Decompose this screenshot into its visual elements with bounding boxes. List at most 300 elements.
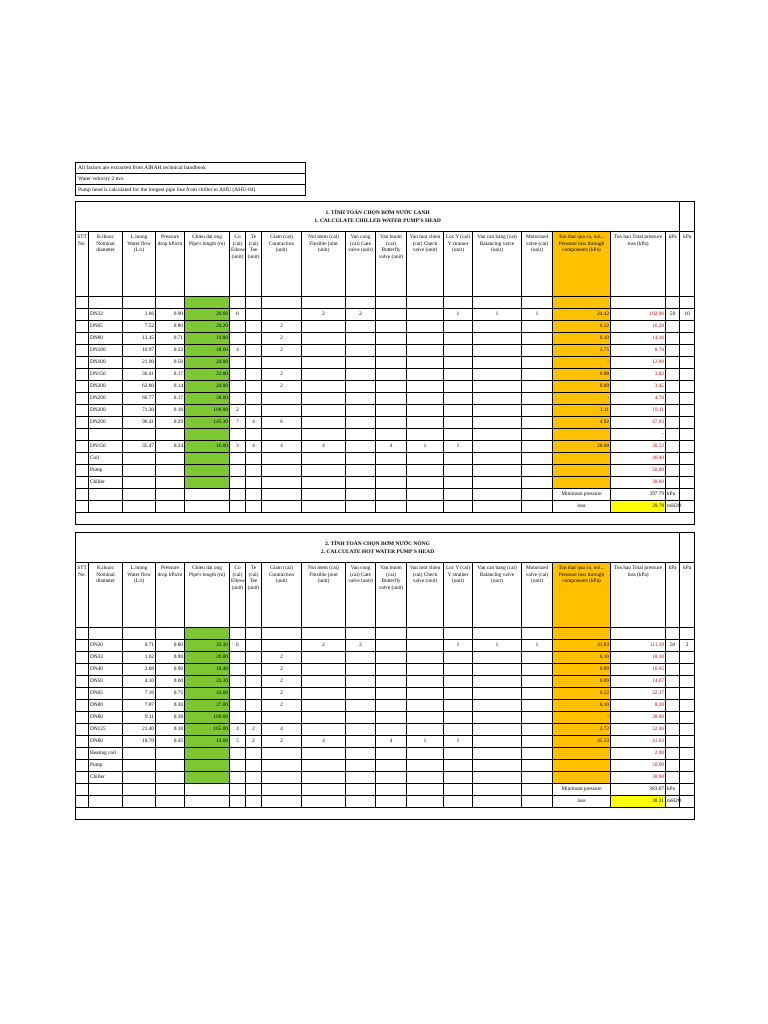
empty-cell bbox=[680, 628, 695, 640]
cell-total: 16.28 bbox=[611, 321, 666, 333]
table-row bbox=[76, 309, 695, 321]
empty-cell bbox=[76, 297, 89, 309]
empty-cell bbox=[444, 628, 473, 640]
empty-cell bbox=[407, 297, 444, 309]
empty-cell bbox=[666, 477, 680, 489]
cell-flexible: 4 bbox=[302, 736, 346, 748]
empty-cell bbox=[156, 628, 185, 640]
empty-cell bbox=[230, 760, 246, 772]
note-line: All factors are extracted from AIRAH technical handbook bbox=[76, 163, 306, 174]
header-total: Ton hao Total pressure loss (kPa) bbox=[611, 232, 666, 297]
chilled-water-table bbox=[75, 201, 695, 525]
empty-cell bbox=[376, 628, 407, 640]
note-line: Water velocity 2 m/s bbox=[76, 174, 306, 185]
cell-total: 19.11 bbox=[611, 405, 666, 417]
empty-cell bbox=[376, 489, 407, 501]
cell-motorized bbox=[522, 712, 553, 724]
empty-cell bbox=[76, 489, 89, 501]
cell-gate bbox=[346, 393, 376, 405]
extra-row bbox=[76, 477, 695, 489]
cell-total: 3.82 bbox=[611, 369, 666, 381]
min-pressure-label: Minimum pressure bbox=[553, 784, 611, 796]
cell-gate bbox=[346, 712, 376, 724]
cell-stt bbox=[76, 345, 89, 357]
cell-components: 35.33 bbox=[553, 736, 611, 748]
empty-cell bbox=[76, 453, 89, 465]
blank-row bbox=[76, 808, 695, 820]
cell-butterfly bbox=[376, 381, 407, 393]
cell-motorized bbox=[522, 664, 553, 676]
cell-motorized bbox=[522, 417, 553, 429]
cell-flow: 1.66 bbox=[123, 309, 156, 321]
cell-butterfly bbox=[376, 429, 407, 441]
empty-cell bbox=[553, 477, 611, 489]
header-gate: Van cong (cai) Gate valve (unit) bbox=[346, 232, 376, 297]
table-row bbox=[76, 676, 695, 688]
cell-motorized bbox=[522, 357, 553, 369]
cell-ystrainer bbox=[444, 405, 473, 417]
section-title-row bbox=[76, 533, 695, 563]
cell-check bbox=[407, 321, 444, 333]
cell-kpa2 bbox=[680, 393, 695, 405]
empty-cell bbox=[376, 465, 407, 477]
empty-cell bbox=[302, 477, 346, 489]
header-total: Ton hao Total pressure loss (kPa) bbox=[611, 563, 666, 628]
empty-cell bbox=[346, 489, 376, 501]
cell-size: DN200 bbox=[89, 417, 123, 429]
min-pressure-row bbox=[76, 489, 695, 501]
empty-cell bbox=[407, 501, 444, 513]
cell-tee bbox=[246, 345, 262, 357]
cell-elbow: 3 bbox=[230, 441, 246, 453]
title-vn: 1. TÍNH TOÁN CHỌN BƠM NƯỚC LẠNH bbox=[325, 209, 430, 216]
cell-contraction bbox=[262, 640, 302, 652]
cell-kpa1 bbox=[666, 700, 680, 712]
cell-balancing bbox=[473, 417, 522, 429]
cell-flow: 13.45 bbox=[123, 333, 156, 345]
cell-size: DN20 bbox=[89, 640, 123, 652]
cell-butterfly bbox=[376, 417, 407, 429]
cell-flexible: 2 bbox=[302, 640, 346, 652]
cell-pdrop: 0.32 bbox=[156, 345, 185, 357]
empty-cell bbox=[680, 477, 695, 489]
header-elbow: Co (cai) Elbow (unit) bbox=[230, 563, 246, 628]
empty-cell bbox=[522, 297, 553, 309]
cell-contraction: 2 bbox=[262, 688, 302, 700]
cell-size: DN150 bbox=[89, 369, 123, 381]
cell-pdrop: 0.30 bbox=[156, 700, 185, 712]
cell-butterfly bbox=[376, 321, 407, 333]
cell-check: 1 bbox=[407, 736, 444, 748]
cell-size: DN32 bbox=[89, 309, 123, 321]
empty-cell bbox=[473, 489, 522, 501]
cell-elbow bbox=[230, 700, 246, 712]
empty-cell bbox=[680, 796, 695, 808]
cell-motorized bbox=[522, 405, 553, 417]
min-pressure-label: loss bbox=[553, 501, 611, 513]
empty-cell bbox=[123, 297, 156, 309]
cell-ystrainer bbox=[444, 712, 473, 724]
cell-flexible bbox=[302, 652, 346, 664]
empty-cell bbox=[522, 772, 553, 784]
cell-tee bbox=[246, 321, 262, 333]
cell-pdrop: 0.29 bbox=[156, 417, 185, 429]
cell-components: 24.42 bbox=[553, 309, 611, 321]
cell-length: 145.30 bbox=[185, 417, 230, 429]
table-row bbox=[76, 333, 695, 345]
cell-stt bbox=[76, 429, 89, 441]
empty-cell bbox=[156, 748, 185, 760]
cell-pdrop: 0.18 bbox=[156, 405, 185, 417]
header-stt: STT No. bbox=[76, 232, 89, 297]
cell-total: 14.07 bbox=[611, 676, 666, 688]
cell-components: 0.10 bbox=[553, 652, 611, 664]
cell-ystrainer bbox=[444, 357, 473, 369]
cell-balancing bbox=[473, 688, 522, 700]
extra-label: Chiller bbox=[89, 477, 123, 489]
cell-flexible bbox=[302, 417, 346, 429]
empty-cell bbox=[262, 453, 302, 465]
empty-cell bbox=[302, 489, 346, 501]
cell-size: DN200 bbox=[89, 405, 123, 417]
empty-cell bbox=[76, 772, 89, 784]
cell-kpa1: 50 bbox=[666, 640, 680, 652]
header-motorized: Motorized valve (cai) (unit) bbox=[522, 232, 553, 297]
section-title bbox=[76, 202, 680, 232]
cell-kpa1 bbox=[666, 652, 680, 664]
empty-cell bbox=[473, 748, 522, 760]
cell-stt bbox=[76, 652, 89, 664]
empty-cell bbox=[407, 748, 444, 760]
empty-cell bbox=[230, 796, 246, 808]
cell-length: 100.00 bbox=[185, 405, 230, 417]
cell-kpa2 bbox=[680, 664, 695, 676]
cell-ystrainer bbox=[444, 688, 473, 700]
empty-cell bbox=[246, 489, 262, 501]
cell-pdrop: 0.75 bbox=[156, 688, 185, 700]
empty-cell bbox=[156, 760, 185, 772]
header-butterfly: Van buom (cai) Butterfly valve (unit) bbox=[376, 232, 407, 297]
empty-cell bbox=[76, 748, 89, 760]
empty-cell bbox=[473, 477, 522, 489]
cell-size bbox=[89, 429, 123, 441]
cell-stt bbox=[76, 736, 89, 748]
cell-kpa1 bbox=[666, 321, 680, 333]
cell-gate bbox=[346, 441, 376, 453]
extra-value: 38.60 bbox=[611, 772, 666, 784]
blank-row bbox=[76, 628, 695, 640]
cell-ystrainer bbox=[444, 381, 473, 393]
cell-components: 4.92 bbox=[553, 417, 611, 429]
cell-flexible bbox=[302, 429, 346, 441]
cell-check bbox=[407, 676, 444, 688]
cell-tee bbox=[246, 652, 262, 664]
cell-motorized bbox=[522, 700, 553, 712]
cell-contraction: 2 bbox=[262, 664, 302, 676]
cell-contraction bbox=[262, 309, 302, 321]
empty-cell bbox=[473, 760, 522, 772]
cell-size: DN65 bbox=[89, 321, 123, 333]
min-pressure-unit: kPa bbox=[666, 489, 680, 501]
cell-components: 2.72 bbox=[553, 724, 611, 736]
cell-stt bbox=[76, 700, 89, 712]
cell-elbow bbox=[230, 429, 246, 441]
cell-motorized bbox=[522, 321, 553, 333]
cell-length: 100.00 bbox=[185, 712, 230, 724]
cell-butterfly bbox=[376, 393, 407, 405]
cell-balancing: 1 bbox=[473, 309, 522, 321]
cell-components: 2.75 bbox=[553, 345, 611, 357]
cell-total: 4.76 bbox=[611, 393, 666, 405]
empty-cell bbox=[522, 477, 553, 489]
table-row bbox=[76, 381, 695, 393]
empty-cell bbox=[302, 760, 346, 772]
header-flexible: Noi mem (cai) Flexible joint (unit) bbox=[302, 232, 346, 297]
cell-length bbox=[185, 429, 230, 441]
cell-total: 47.03 bbox=[611, 417, 666, 429]
empty-cell bbox=[262, 760, 302, 772]
cell-kpa2 bbox=[680, 676, 695, 688]
cell-gate: 2 bbox=[346, 309, 376, 321]
extra-value: 50.00 bbox=[611, 465, 666, 477]
cell-contraction: 2 bbox=[262, 345, 302, 357]
cell-flexible bbox=[302, 712, 346, 724]
extra-row bbox=[76, 465, 695, 477]
table-row bbox=[76, 321, 695, 333]
cell-motorized bbox=[522, 381, 553, 393]
cell-total: 102.96 bbox=[611, 309, 666, 321]
empty-cell bbox=[76, 808, 695, 820]
extra-row bbox=[76, 748, 695, 760]
cell-balancing bbox=[473, 724, 522, 736]
cell-stt bbox=[76, 381, 89, 393]
cell-contraction: 2 bbox=[262, 736, 302, 748]
cell-tee bbox=[246, 712, 262, 724]
cell-kpa1 bbox=[666, 724, 680, 736]
cell-contraction bbox=[262, 712, 302, 724]
empty-cell bbox=[346, 796, 376, 808]
empty-cell bbox=[473, 297, 522, 309]
header-pdrop: Pressure drop kPa/m bbox=[156, 563, 185, 628]
cell-flow: 9.11 bbox=[123, 712, 156, 724]
cell-kpa1 bbox=[666, 357, 680, 369]
cell-size: DN150 bbox=[89, 441, 123, 453]
empty-cell bbox=[262, 796, 302, 808]
empty-cell bbox=[407, 784, 444, 796]
min-pressure-unit: mH2O bbox=[666, 796, 680, 808]
empty-cell bbox=[553, 760, 611, 772]
header-ystrainer: Loc Y (cai) Y strainer (unit) bbox=[444, 232, 473, 297]
cell-flow: 7.16 bbox=[123, 688, 156, 700]
cell-length: 24.00 bbox=[185, 357, 230, 369]
cell-components: 0.09 bbox=[553, 381, 611, 393]
cell-stt bbox=[76, 393, 89, 405]
table-row bbox=[76, 441, 695, 453]
empty-cell bbox=[376, 453, 407, 465]
cell-contraction: 2 bbox=[262, 700, 302, 712]
empty-cell bbox=[246, 748, 262, 760]
cell-length: 20.20 bbox=[185, 321, 230, 333]
cell-check bbox=[407, 309, 444, 321]
min-pressure-value: 383.07 bbox=[611, 784, 666, 796]
extra-row bbox=[76, 772, 695, 784]
empty-cell bbox=[262, 748, 302, 760]
empty-cell bbox=[376, 784, 407, 796]
cell-flexible bbox=[302, 664, 346, 676]
empty-cell bbox=[89, 796, 123, 808]
table-row bbox=[76, 417, 695, 429]
cell-length: 33.30 bbox=[185, 640, 230, 652]
min-pressure-row bbox=[76, 501, 695, 513]
cell-check: 1 bbox=[407, 441, 444, 453]
cell-kpa2: 10 bbox=[680, 309, 695, 321]
empty-cell bbox=[246, 453, 262, 465]
cell-gate bbox=[346, 688, 376, 700]
empty-cell bbox=[302, 297, 346, 309]
cell-gate bbox=[346, 429, 376, 441]
cell-kpa2 bbox=[680, 369, 695, 381]
empty-cell bbox=[611, 297, 666, 309]
cell-kpa1 bbox=[666, 429, 680, 441]
empty-cell bbox=[473, 796, 522, 808]
empty-cell bbox=[302, 465, 346, 477]
cell-flow: 21.40 bbox=[123, 724, 156, 736]
cell-ystrainer: 1 bbox=[444, 640, 473, 652]
cell-check bbox=[407, 393, 444, 405]
cell-balancing bbox=[473, 369, 522, 381]
cell-elbow bbox=[230, 688, 246, 700]
header-row bbox=[76, 563, 695, 628]
empty-cell bbox=[230, 501, 246, 513]
cell-flexible bbox=[302, 688, 346, 700]
cell-contraction: 2 bbox=[262, 652, 302, 664]
cell-size: DN80 bbox=[89, 736, 123, 748]
title-vn: 2. TÍNH TOÁN CHỌN BƠM NƯỚC NÓNG bbox=[325, 540, 430, 547]
cell-pdrop: 0.18 bbox=[156, 724, 185, 736]
cell-kpa1 bbox=[666, 393, 680, 405]
cell-stt bbox=[76, 724, 89, 736]
cell-kpa1 bbox=[666, 712, 680, 724]
empty-cell bbox=[376, 501, 407, 513]
empty-cell bbox=[230, 477, 246, 489]
cell-length: 43.00 bbox=[185, 688, 230, 700]
empty-cell bbox=[346, 784, 376, 796]
cell-ystrainer bbox=[444, 664, 473, 676]
cell-flexible bbox=[302, 333, 346, 345]
empty-cell bbox=[230, 489, 246, 501]
table-row bbox=[76, 652, 695, 664]
cell-components: 1.11 bbox=[553, 405, 611, 417]
cell-size: DN100 bbox=[89, 357, 123, 369]
cell-total: 8.70 bbox=[611, 345, 666, 357]
empty-cell bbox=[185, 760, 230, 772]
cell-check bbox=[407, 700, 444, 712]
empty-cell bbox=[346, 628, 376, 640]
empty-cell bbox=[302, 772, 346, 784]
header-kpa1: kPa bbox=[666, 232, 680, 297]
empty-cell bbox=[156, 453, 185, 465]
cell-tee bbox=[246, 640, 262, 652]
cell-butterfly bbox=[376, 640, 407, 652]
cell-size: DN100 bbox=[89, 345, 123, 357]
cell-contraction: 2 bbox=[262, 381, 302, 393]
cell-motorized bbox=[522, 369, 553, 381]
min-pressure-value: 397.79 bbox=[611, 489, 666, 501]
cell-tee bbox=[246, 429, 262, 441]
empty-cell bbox=[246, 772, 262, 784]
empty-cell bbox=[246, 297, 262, 309]
empty-cell bbox=[611, 628, 666, 640]
empty-cell bbox=[407, 477, 444, 489]
empty-cell bbox=[156, 784, 185, 796]
cell-motorized: 1 bbox=[522, 640, 553, 652]
cell-elbow bbox=[230, 712, 246, 724]
cell-length: 16.00 bbox=[185, 441, 230, 453]
cell-tee bbox=[246, 664, 262, 676]
cell-butterfly bbox=[376, 652, 407, 664]
empty-cell bbox=[522, 465, 553, 477]
empty-cell bbox=[156, 772, 185, 784]
cell-stt bbox=[76, 712, 89, 724]
cell-kpa1: 50 bbox=[666, 309, 680, 321]
cell-components: 0.10 bbox=[553, 333, 611, 345]
empty-cell bbox=[522, 501, 553, 513]
empty-cell bbox=[246, 465, 262, 477]
empty-cell bbox=[302, 748, 346, 760]
cell-length: 18.40 bbox=[185, 664, 230, 676]
empty-cell bbox=[553, 297, 611, 309]
empty-cell bbox=[346, 453, 376, 465]
extra-label: Chiller bbox=[89, 772, 123, 784]
cell-stt bbox=[76, 640, 89, 652]
empty-cell bbox=[376, 772, 407, 784]
cell-tee bbox=[246, 333, 262, 345]
cell-stt bbox=[76, 333, 89, 345]
empty-cell bbox=[262, 489, 302, 501]
empty-cell bbox=[666, 465, 680, 477]
empty-cell bbox=[123, 796, 156, 808]
cell-size: DN200 bbox=[89, 381, 123, 393]
cell-stt bbox=[76, 405, 89, 417]
cell-ystrainer bbox=[444, 393, 473, 405]
cell-check bbox=[407, 357, 444, 369]
cell-components: - bbox=[553, 393, 611, 405]
cell-pdrop: 0.90 bbox=[156, 309, 185, 321]
cell-check bbox=[407, 333, 444, 345]
min-pressure-value: 39.78 bbox=[611, 501, 666, 513]
empty-cell bbox=[185, 796, 230, 808]
cell-components: 0.12 bbox=[553, 688, 611, 700]
cell-stt bbox=[76, 688, 89, 700]
cell-gate bbox=[346, 417, 376, 429]
cell-ystrainer bbox=[444, 321, 473, 333]
cell-length: 18.60 bbox=[185, 345, 230, 357]
empty-cell bbox=[680, 202, 695, 232]
extra-label: Pump bbox=[89, 465, 123, 477]
empty-cell bbox=[123, 748, 156, 760]
cell-total: 30.52 bbox=[611, 441, 666, 453]
cell-pdrop bbox=[156, 429, 185, 441]
table-row bbox=[76, 405, 695, 417]
header-kpa2: kPa bbox=[680, 563, 695, 628]
table-row bbox=[76, 724, 695, 736]
empty-cell bbox=[246, 796, 262, 808]
extra-value: 38.60 bbox=[611, 477, 666, 489]
cell-kpa1 bbox=[666, 688, 680, 700]
cell-size: DN40 bbox=[89, 664, 123, 676]
header-size: K.thuoc Nominal diameter bbox=[89, 232, 123, 297]
empty-cell bbox=[89, 501, 123, 513]
